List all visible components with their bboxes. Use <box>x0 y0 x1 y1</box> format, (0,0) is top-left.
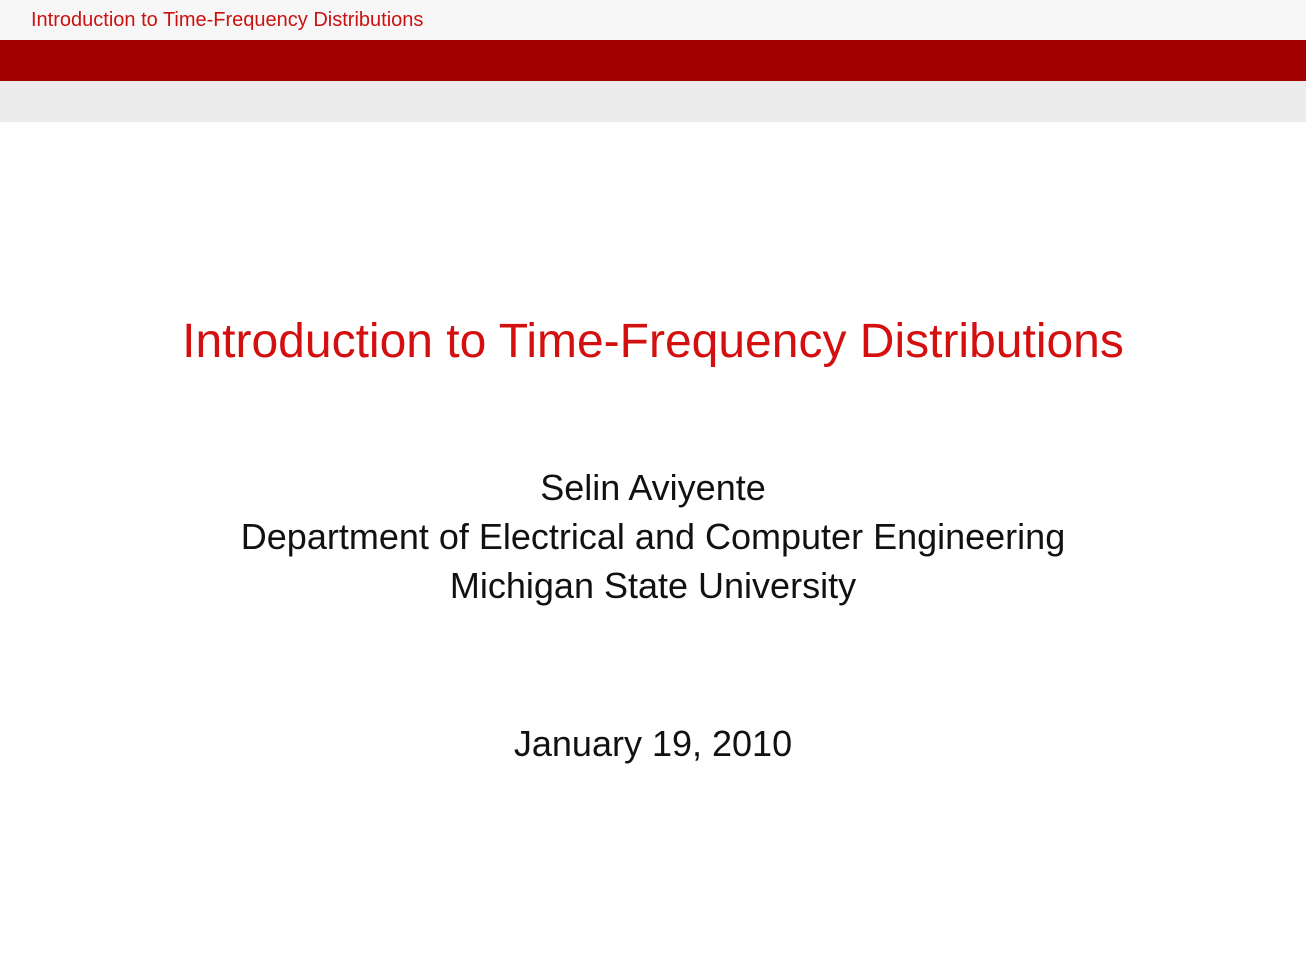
header-gray-band <box>0 81 1306 122</box>
author-name: Selin Aviyente <box>540 467 766 508</box>
header-red-band <box>0 40 1306 81</box>
slide-title: Introduction to Time-Frequency Distributions <box>182 315 1124 368</box>
author-university: Michigan State University <box>449 565 857 606</box>
author-block <box>0 463 1306 610</box>
author-department: Department of Electrical and Computer Engineering <box>240 516 1066 557</box>
header-title: Introduction to Time-Frequency Distributions <box>31 9 424 31</box>
header-bar <box>0 0 1306 40</box>
presentation-date: January 19, 2010 <box>513 723 793 764</box>
